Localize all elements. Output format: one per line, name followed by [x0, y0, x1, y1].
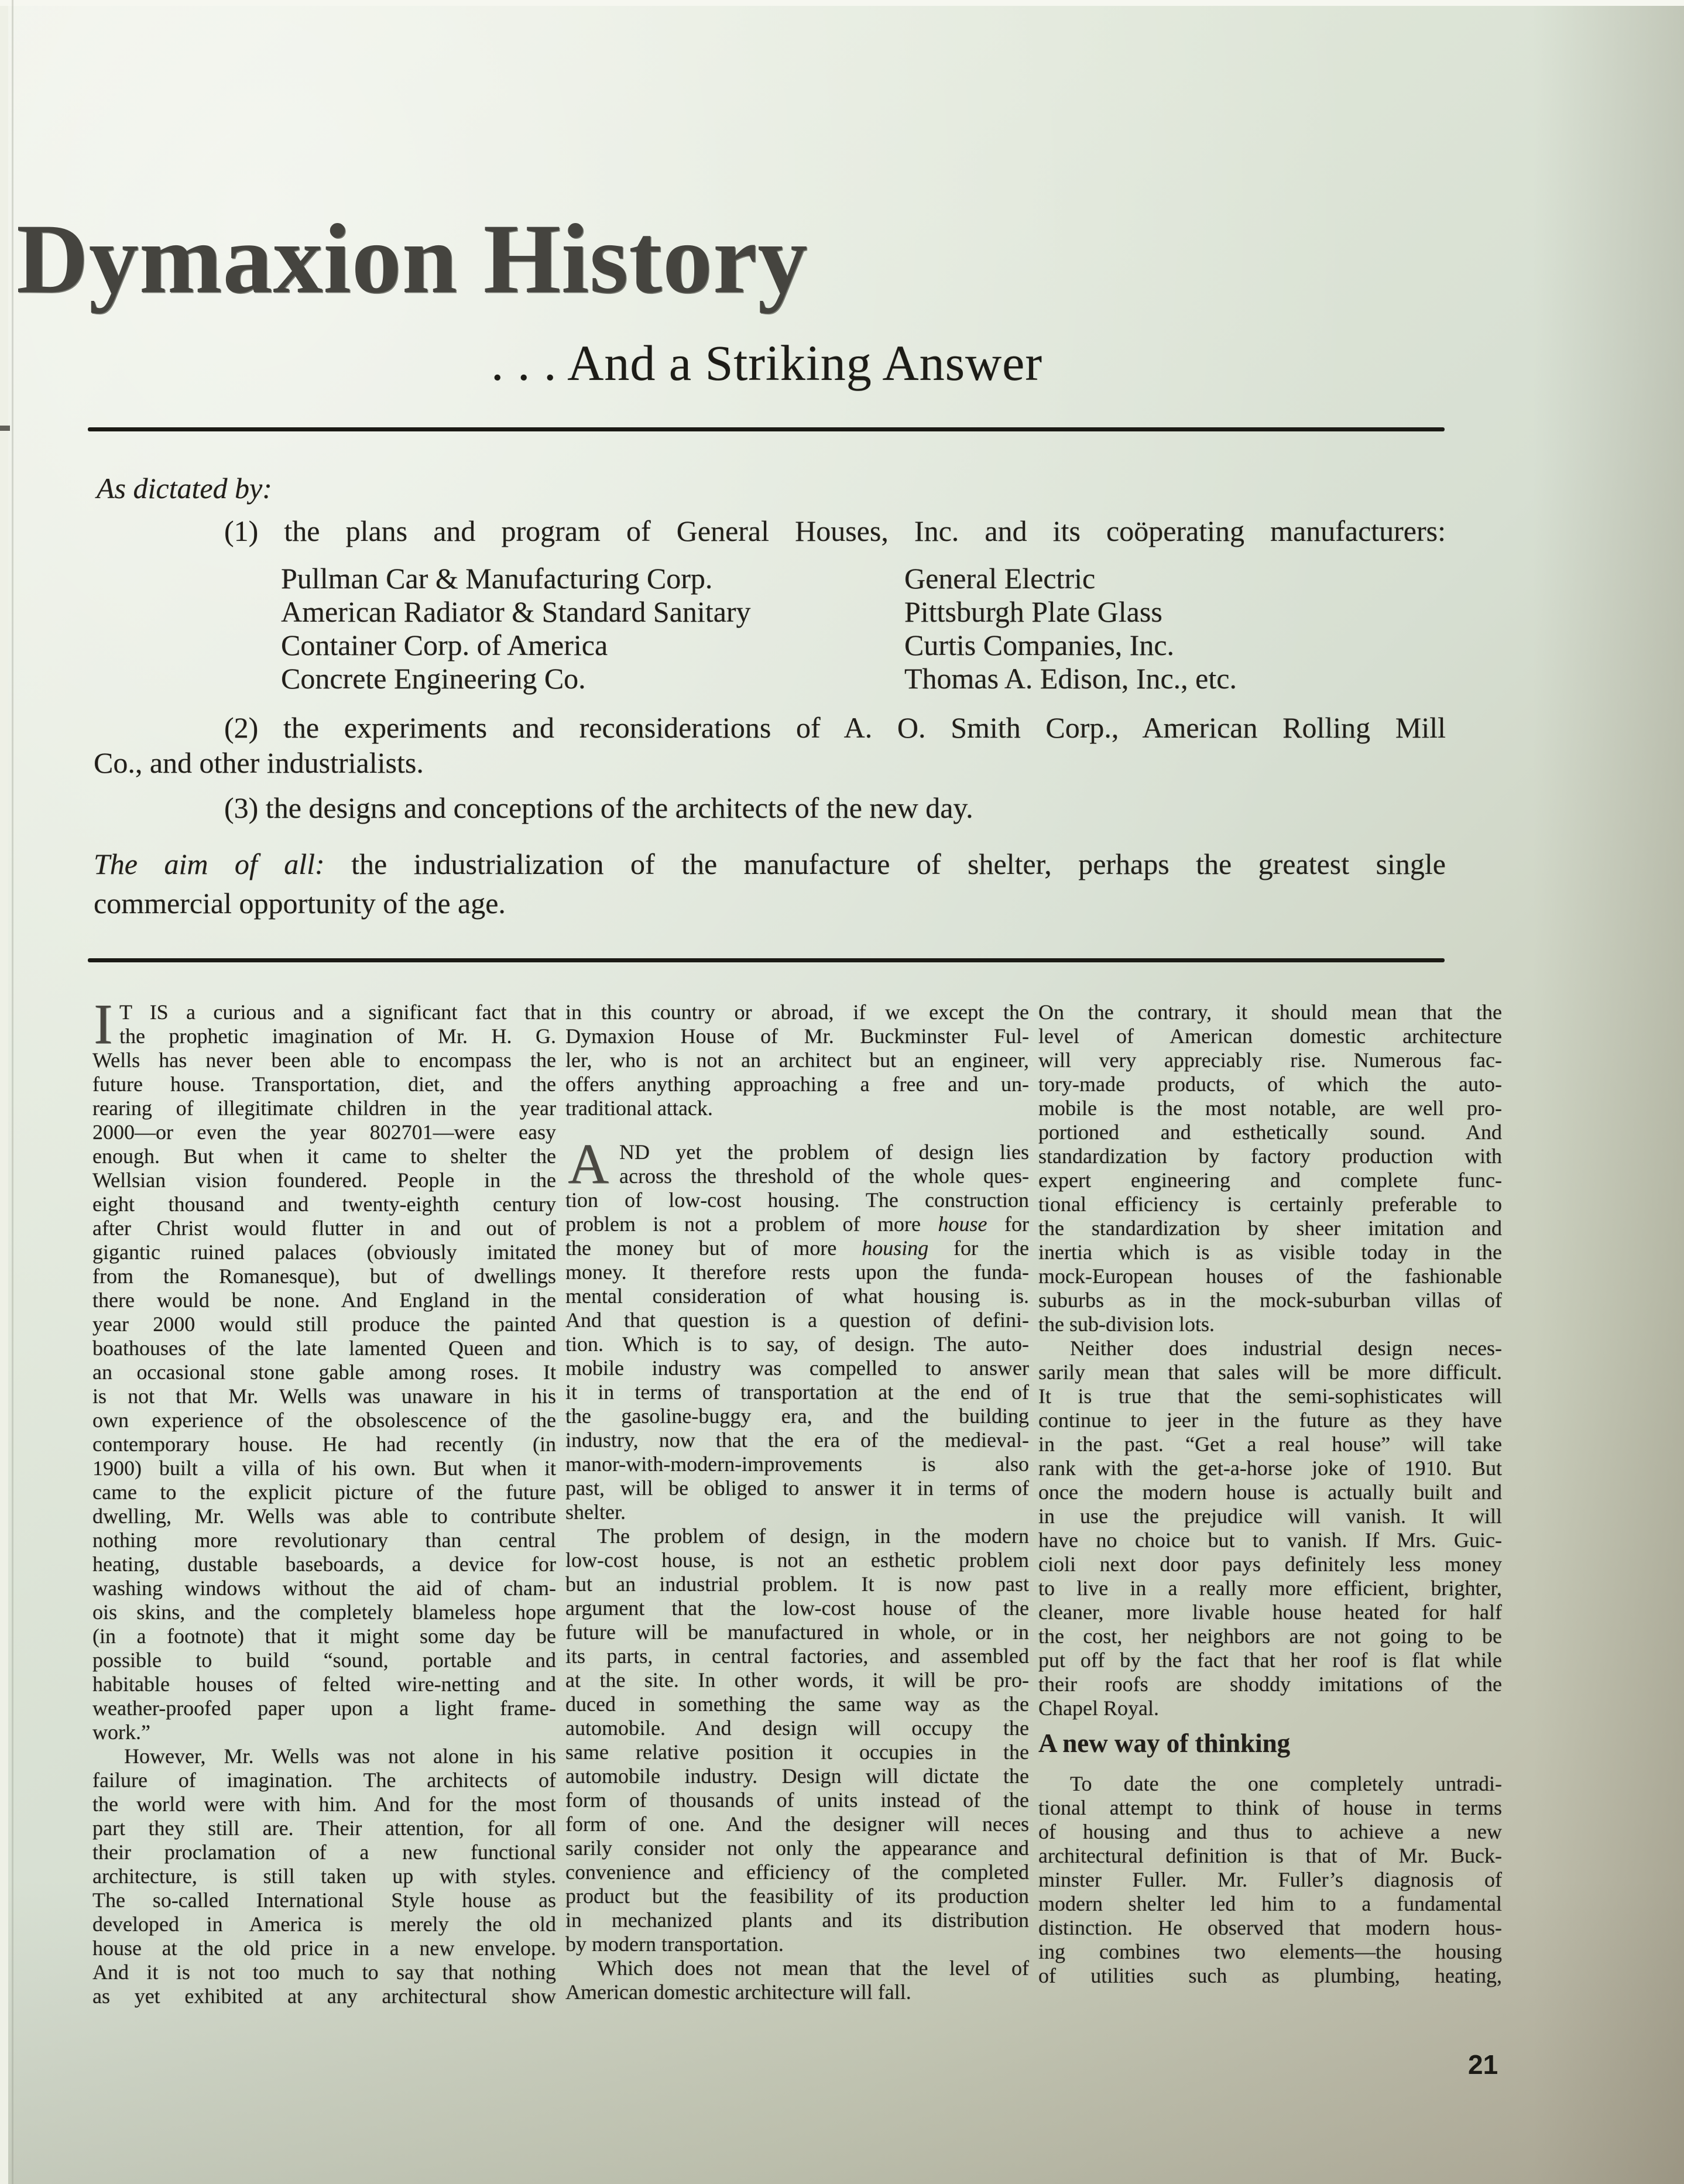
company-name: Pullman Car & Manufacturing Corp. — [281, 562, 713, 595]
body-column-2 — [565, 1000, 1029, 2004]
text-line: mock-European houses of the fashionable — [1038, 1264, 1502, 1288]
list-item-2-line-2: Co., and other industrialists. — [94, 746, 424, 779]
text-line: cleaner, more livable house heated for half — [1038, 1600, 1502, 1624]
text-line: the cost, her neighbors are not going to be — [1038, 1624, 1502, 1648]
text-line: cioli next door pays definitely less money — [1038, 1552, 1502, 1576]
text-line: their roofs are shoddy imitations of the — [1038, 1672, 1502, 1696]
text-line: low-cost house, is not an esthetic problem — [565, 1548, 1029, 1572]
text-line: weather-proofed paper upon a light frame- — [92, 1696, 556, 1720]
body-column-1 — [92, 993, 556, 2008]
text-line: developed in America is merely the old — [92, 1912, 556, 1936]
text-line: architectural definition is that of Mr. Buck- — [1038, 1844, 1502, 1867]
text-line: once the modern house is actually built and — [1038, 1480, 1502, 1504]
text-line: an occasional stone gable among roses. It — [92, 1360, 556, 1384]
text-line: The so-called International Style house as — [92, 1888, 556, 1912]
text-line: To date the one completely untradi- — [1070, 1772, 1502, 1795]
text-line: ing combines two elements—the housing — [1038, 1940, 1502, 1963]
text-line: will very appreciably rise. Numerous fac- — [1038, 1048, 1502, 1072]
text-line: 2000—or even the year 802701—were easy — [92, 1120, 556, 1144]
text-line: as yet exhibited at any architectural show — [92, 1984, 556, 2008]
text-line: of housing and thus to achieve a new — [1038, 1820, 1502, 1843]
text-line: boathouses of the late lamented Queen and — [92, 1336, 556, 1360]
text-line: American domestic architecture will fall. — [565, 1980, 911, 2004]
text-line: suburbs as in the mock-suburban villas of — [1038, 1288, 1502, 1312]
text-line: ND yet the problem of design lies A — [568, 1133, 1029, 1195]
text-line: Which does not mean that the level of — [597, 1956, 1029, 1980]
text-line: tion. Which is to say, of design. The auto- — [565, 1332, 1029, 1356]
text-line: Chapel Royal. — [1038, 1696, 1159, 1720]
text-line: sarily consider not only the appearance and — [565, 1836, 1029, 1860]
text-line: its parts, in central factories, and assembled — [565, 1644, 1029, 1668]
text-line: mental consideration of what housing is. — [565, 1284, 1029, 1308]
text-line: manor-with-modern-improvements is also — [565, 1452, 1029, 1476]
company-name: American Radiator & Standard Sanitary — [281, 595, 751, 628]
text-line: traditional attack. — [565, 1096, 713, 1120]
text-line: past, will be obliged to answer it in terms of — [565, 1476, 1029, 1500]
company-name: Curtis Companies, Inc. — [904, 629, 1175, 661]
text-line: there would be none. And England in the — [92, 1288, 556, 1312]
text-line: duced in something the same way as the — [565, 1692, 1029, 1716]
page-number: 21 — [1468, 2049, 1498, 2080]
text-line: Dymaxion House of Mr. Buckminster Ful- — [565, 1024, 1029, 1048]
text-line: inertia which is as visible today in the — [1038, 1240, 1502, 1264]
text-line: form of one. And the designer will neces — [565, 1812, 1029, 1836]
text-line: And that question is a question of defini- — [565, 1308, 1029, 1332]
text-line: The problem of design, in the modern — [597, 1524, 1029, 1548]
text-line: tory-made products, of which the auto- — [1038, 1072, 1502, 1096]
body-column-3 — [1038, 1000, 1502, 1988]
text-line: minster Fuller. Mr. Fuller’s diagnosis of — [1038, 1868, 1502, 1891]
text-line: the world were with him. And for the most — [92, 1792, 556, 1816]
text-line: contemporary house. He had recently (in — [92, 1432, 556, 1456]
text-line: to live in a really more efficient, brighter, — [1038, 1576, 1502, 1600]
text-line: tional efficiency is certainly preferable to — [1038, 1192, 1502, 1216]
text-line: future house. Transportation, diet, and the — [92, 1072, 556, 1096]
text-line: the gasoline-buggy era, and the building — [565, 1404, 1029, 1428]
text-line: 1900) built a villa of his own. But when it — [92, 1456, 556, 1480]
text-line: rank with the get-a-horse joke of 1910. But — [1038, 1456, 1502, 1480]
text-line: continue to jeer in the future as they have — [1038, 1408, 1502, 1432]
text-line: washing windows without the aid of cham- — [92, 1576, 556, 1600]
text-line: On the contrary, it should mean that the — [1038, 1000, 1502, 1024]
text-line: expert engineering and complete func- — [1038, 1168, 1502, 1192]
text-line: their proclamation of a new functional — [92, 1840, 556, 1864]
text-line: Neither does industrial design neces- — [1070, 1336, 1502, 1360]
subtitle: . . . And a Striking Answer — [491, 335, 1042, 391]
text-line: (in a footnote) that it might some day be — [92, 1624, 556, 1648]
text-line: T IS a curious and a significant fact that I — [94, 993, 556, 1055]
company-name: Container Corp. of America — [281, 629, 608, 661]
text-line: year 2000 would still produce the painted — [92, 1312, 556, 1336]
text-line: distinction. He observed that modern hous- — [1038, 1916, 1502, 1939]
company-list-left — [281, 562, 751, 695]
text-line: future will be manufactured in whole, or in — [565, 1620, 1029, 1644]
text-line: put off by the fact that her roof is flat while — [1038, 1648, 1502, 1672]
text-line: in the past. “Get a real house” will take — [1038, 1432, 1502, 1456]
text-line: shelter. — [565, 1500, 626, 1524]
scan-artifact — [0, 426, 10, 431]
text-line: it in terms of transportation at the end of — [565, 1380, 1029, 1404]
text-line: problem is not a problem of more house for — [565, 1212, 1029, 1236]
company-name: Thomas A. Edison, Inc., etc. — [904, 662, 1237, 695]
text-line: have no choice but to vanish. If Mrs. Guic- — [1038, 1528, 1502, 1552]
company-name: Concrete Engineering Co. — [281, 662, 586, 695]
text-line: house at the old price in a new envelope. — [92, 1936, 556, 1960]
text-line: argument that the low-cost house of the — [565, 1596, 1029, 1620]
text-line: mobile industry was compelled to answer — [565, 1356, 1029, 1380]
text-line: failure of imagination. The architects of — [92, 1768, 556, 1792]
text-line: ois skins, and the completely blameless hope — [92, 1600, 556, 1624]
text-line: from the Romanesque), but of dwellings — [92, 1264, 556, 1288]
page-gutter-crease — [12, 0, 13, 2184]
text-line: standardization by factory production with — [1038, 1144, 1502, 1168]
text-line: work.” — [92, 1720, 150, 1744]
text-line: gigantic ruined palaces (obviously imitated — [92, 1240, 556, 1264]
drop-cap: I — [94, 993, 113, 1055]
text-line: sarily mean that sales will be more difficult. — [1038, 1360, 1502, 1384]
list-item-1: (1) the plans and program of General Houses, Inc. and its coöperating manufacturers: — [224, 515, 1446, 547]
text-line: portioned and esthetically sound. And — [1038, 1120, 1502, 1144]
text-line: rearing of illegitimate children in the year — [92, 1096, 556, 1120]
text-line: in mechanized plants and its distribution — [565, 1908, 1029, 1932]
company-name: Pittsburgh Plate Glass — [904, 595, 1162, 628]
company-list-right — [904, 562, 1237, 695]
text-line: at the site. In other words, it will be pro- — [565, 1668, 1029, 1692]
aim-statement-line-1: The aim of all: the industrialization of the manufacture of shelter, perhaps the greatest single — [94, 848, 1446, 880]
text-line: modern shelter led him to a fundamental — [1038, 1892, 1502, 1915]
text-line: in this country or abroad, if we except the — [565, 1000, 1029, 1024]
text-line: offers anything approaching a free and un- — [565, 1072, 1029, 1096]
text-line: the sub-division lots. — [1038, 1312, 1215, 1336]
text-line: across the threshold of the whole ques- — [619, 1164, 1029, 1188]
text-line: of utilities such as plumbing, heating, — [1038, 1964, 1502, 1987]
text-line: but an industrial problem. It is now past — [565, 1572, 1029, 1596]
text-line: the money but of more housing for the — [565, 1236, 1029, 1260]
column-subheading: A new way of thinking — [1038, 1729, 1291, 1758]
middle-rule — [88, 958, 1445, 962]
text-line: However, Mr. Wells was not alone in his — [124, 1744, 556, 1768]
text-line: convenience and efficiency of the completed — [565, 1860, 1029, 1884]
text-line: own experience of the obsolescence of the — [92, 1408, 556, 1432]
text-line: eight thousand and twenty-eighth century — [92, 1192, 556, 1216]
text-line: product but the feasibility of its production — [565, 1884, 1029, 1908]
text-line: part they still are. Their attention, for all — [92, 1816, 556, 1840]
text-line: money. It therefore rests upon the funda- — [565, 1260, 1029, 1284]
text-line: Wellsian vision foundered. People in the — [92, 1168, 556, 1192]
text-line: after Christ would flutter in and out of — [92, 1216, 556, 1240]
drop-cap: A — [568, 1133, 609, 1195]
company-name: General Electric — [904, 562, 1096, 595]
text-line: automobile industry. Design will dictate the — [565, 1764, 1029, 1788]
text-line: industry, now that the era of the medieval- — [565, 1428, 1029, 1452]
text-line: mobile is the most notable, are well pro- — [1038, 1096, 1502, 1120]
text-line: enough. But when it came to shelter the — [92, 1144, 556, 1168]
dictated-by-label: As dictated by: — [97, 472, 272, 505]
aim-statement-line-2: commercial opportunity of the age. — [94, 887, 506, 920]
text-line: automobile. And design will occupy the — [565, 1716, 1029, 1740]
text-line: architecture, is still taken up with styles. — [92, 1864, 556, 1888]
text-line: nothing more revolutionary than central — [92, 1528, 556, 1552]
text-line: level of American domestic architecture — [1038, 1024, 1502, 1048]
text-line: heating, dustable baseboards, a device for — [92, 1552, 556, 1576]
text-line: dwelling, Mr. Wells was able to contribute — [92, 1504, 556, 1528]
text-line: It is true that the semi-sophisticates will — [1038, 1384, 1502, 1408]
text-line: in use the prejudice will vanish. It will — [1038, 1504, 1502, 1528]
text-line: habitable houses of felted wire-netting and — [92, 1672, 556, 1696]
text-line: form of thousands of units instead of the — [565, 1788, 1029, 1812]
text-line: tional attempt to think of house in terms — [1038, 1796, 1502, 1819]
top-rule — [88, 427, 1445, 431]
page-title: Dymaxion History — [16, 203, 808, 314]
text-line: the standardization by sheer imitation and — [1038, 1216, 1502, 1240]
text-line: And it is not too much to say that nothing — [92, 1960, 556, 1984]
list-item-2-line-1: (2) the experiments and reconsiderations of A. O. Smith Corp., American Rolling Mill — [224, 711, 1446, 744]
text-line: same relative position it occupies in the — [565, 1740, 1029, 1764]
text-line: tion of low-cost housing. The construction — [565, 1188, 1029, 1212]
text-line: came to the explicit picture of the future — [92, 1480, 556, 1504]
text-line: the prophetic imagination of Mr. H. G. — [119, 1024, 556, 1048]
text-line: ler, who is not an architect but an engineer, — [565, 1048, 1029, 1072]
text-line: Wells has never been able to encompass the — [92, 1048, 556, 1072]
text-line: by modern transportation. — [565, 1932, 784, 1956]
list-item-3: (3) the designs and conceptions of the architects of the new day. — [224, 791, 973, 824]
text-line: is not that Mr. Wells was unaware in his — [92, 1384, 556, 1408]
text-line: possible to build “sound, portable and — [92, 1648, 556, 1672]
